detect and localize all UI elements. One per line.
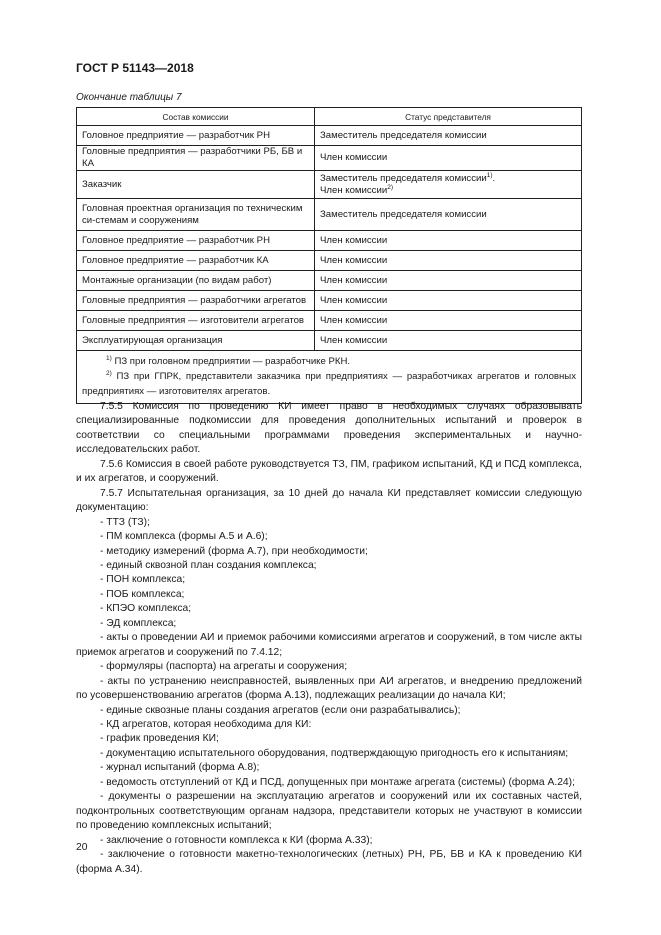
status-cell: Член комиссии	[315, 146, 582, 171]
member-cell: Головное предприятие — разработчик КА	[77, 251, 315, 271]
list-item: - документы о разрешении на эксплуатацию агрегатов и сооружений или их составных частей, подконтрольных соответствующим органам надзора, представители которых не участвуют в комиссии по проведению комплексных испытаний;	[76, 791, 582, 832]
list-item: - журнал испытаний (форма А.8);	[100, 762, 260, 774]
table-row	[77, 291, 582, 311]
table-row	[77, 199, 582, 231]
page-number: 20	[76, 842, 88, 853]
list-item: - единые сквозные планы создания агрегатов (если они разрабатывались);	[100, 704, 461, 716]
column-header: Статус представителя	[315, 108, 582, 126]
list-item: - график проведения КИ;	[100, 733, 219, 745]
member-cell: Монтажные организации (по видам работ)	[77, 271, 315, 291]
member-cell: Заказчик	[77, 171, 315, 199]
list-item: - ПМ комплекса (формы А.5 и А.6);	[100, 531, 268, 543]
status-cell: Заместитель председателя комиссии	[315, 126, 582, 146]
table-row	[77, 331, 582, 351]
table-row	[77, 171, 582, 199]
list-item: - ведомость отступлений от КД и ПСД, допущенных при монтаже агрегата (системы) (форма А.24);	[100, 776, 575, 788]
list-item: - формуляры (паспорта) на агрегаты и сооружения;	[100, 661, 348, 673]
member-cell: Головное предприятие — разработчик РН	[77, 126, 315, 146]
list-item: - акты по устранению неисправностей, выявленных при АИ агрегатов, и внедрению предложений по усовершенствованию агрегатов (форма А.13), подлежащих реализации до начала КИ;	[76, 675, 582, 702]
status-cell: Член комиссии	[315, 251, 582, 271]
footnote-1	[82, 354, 576, 369]
member-cell: Головные предприятия — изготовители агрегатов	[77, 311, 315, 331]
member-cell: Головные предприятия — разработчики агрегатов	[77, 291, 315, 311]
list-item: - документацию испытательного оборудования, подтверждающую пригодность его к испытаниям;	[100, 747, 569, 759]
list-item: - методику измерений (форма А.7), при необходимости;	[100, 545, 368, 557]
table-row	[77, 271, 582, 291]
member-cell: Головное предприятие — разработчик РН	[77, 231, 315, 251]
document-header: ГОСТ Р 51143—2018	[76, 61, 194, 75]
table-row	[77, 231, 582, 251]
status-cell: Заместитель председателя комиссии	[315, 199, 582, 231]
list-item: - единый сквозной план создания комплекса;	[100, 559, 317, 571]
footnote-text: ПЗ при головном предприятии — разработчике РКН.	[111, 356, 351, 367]
footnote-text: ПЗ при ГПРК, представители заказчика при предприятиях — разработчиках агрегатов и головных предприятиях — изготовителях агрегатов.	[82, 371, 576, 397]
footnote-2	[82, 369, 576, 399]
footnote-ref: 2)	[387, 183, 393, 191]
commission-table	[76, 107, 582, 404]
list-item: - заключение о готовности комплекса к КИ (форма А.33);	[100, 834, 373, 846]
member-cell: Эксплуатирующая организация	[77, 331, 315, 351]
footnote-mark: 2)	[106, 370, 112, 377]
status-text: Заместитель председателя комиссии	[320, 172, 487, 184]
list-item: - ТТЗ (ТЗ);	[100, 516, 150, 528]
list-item: - КД агрегатов, которая необходима для КИ:	[100, 718, 312, 730]
list-item: - ПОБ комплекса;	[100, 588, 185, 600]
list-item: - заключение о готовности макетно-технологических (летных) РН, РБ, БВ и КА к проведению КИ (форма А.34).	[76, 849, 582, 875]
status-text: Член комиссии	[320, 184, 388, 196]
footnote-mark: 1)	[106, 355, 112, 362]
list-item: - КПЭО комплекса;	[100, 603, 192, 615]
table-row	[77, 251, 582, 271]
paragraph: 7.5.5 Комиссия по проведению КИ имеет право в необходимых случаях образовывать специализированные подкомиссии для проведения дополнительных испытаний и проверок в соответствии со специальными программами проведения экспериментальных и научно-исследовательских работ.	[76, 401, 582, 456]
member-cell: Головная проектная организация по техническим си-стемам и сооружениям	[77, 199, 315, 231]
column-header: Состав комиссии	[77, 108, 315, 126]
list-item: - ПОН комплекса;	[100, 574, 186, 586]
paragraph: 7.5.7 Испытательная организация, за 10 дней до начала КИ представляет комиссии следующую документацию:	[76, 487, 582, 514]
table-footnotes-row	[77, 351, 582, 404]
body-text	[76, 400, 582, 877]
member-cell: Головные предприятия — разработчики РБ, БВ и КА	[77, 146, 315, 171]
status-cell: Член комиссии	[315, 311, 582, 331]
table-row	[77, 126, 582, 146]
status-cell: Заместитель председателя комиссии$^{1)}$. Член комиссии$^{2)}$	[315, 171, 582, 199]
table-footnotes	[77, 351, 582, 404]
table-row	[77, 146, 582, 171]
status-cell: Член комиссии	[315, 331, 582, 351]
table-caption: Окончание таблицы 7	[76, 92, 182, 103]
status-cell: Член комиссии	[315, 271, 582, 291]
status-cell: Член комиссии	[315, 231, 582, 251]
status-cell: Член комиссии	[315, 291, 582, 311]
paragraph: 7.5.6 Комиссия в своей работе руководствуется ТЗ, ПМ, графиком испытаний, КД и ПСД комплекса, и их агрегатов, и сооружений.	[76, 458, 582, 485]
list-item: - ЭД комплекса;	[100, 617, 177, 629]
list-item: - акты о проведении АИ и приемок рабочими комиссиями агрегатов и сооружений, в том числе акты приемок агрегатов и сооружений по 7.4.12;	[76, 632, 582, 658]
table-header-row	[77, 108, 582, 126]
footnote-ref: 1)	[486, 171, 493, 179]
table-row	[77, 311, 582, 331]
